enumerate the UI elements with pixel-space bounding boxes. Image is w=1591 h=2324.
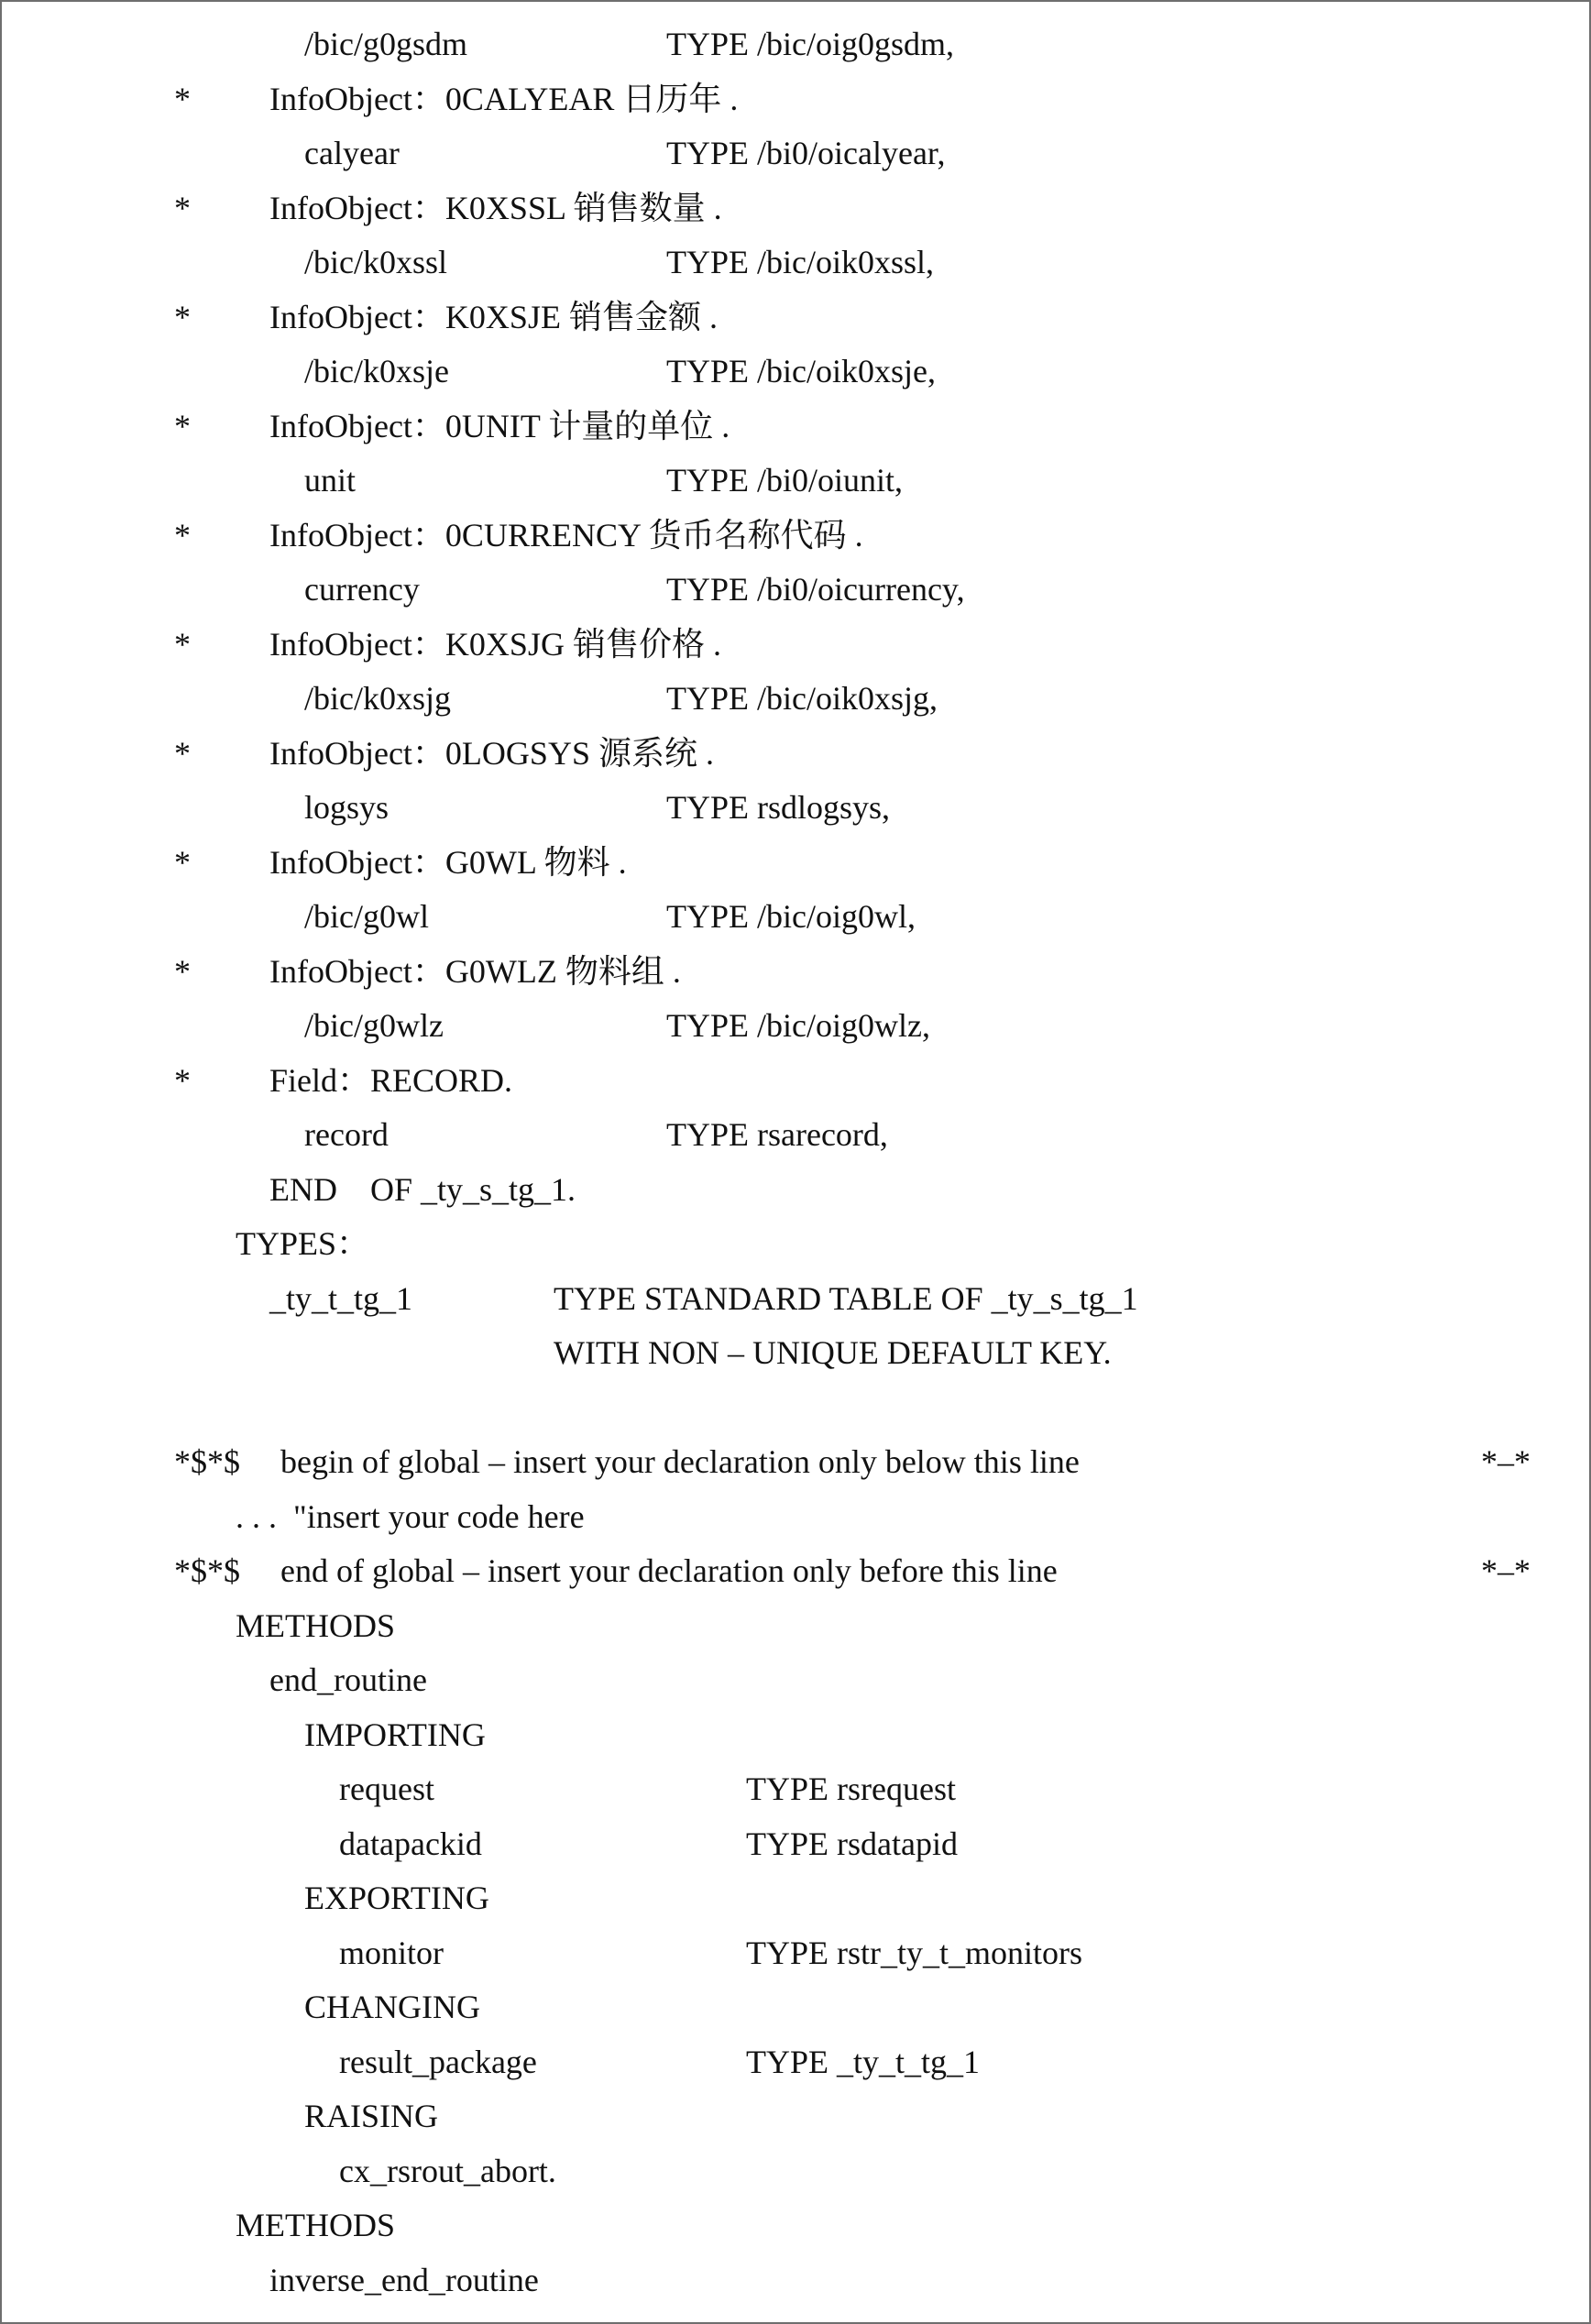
comment-marker: * [174, 298, 191, 335]
code-text: record [304, 1116, 389, 1153]
code-text: InfoObject：0CALYEAR 日历年 . [269, 80, 739, 117]
code-text: cx_rsrout_abort. [339, 2152, 556, 2189]
code-line [2, 1279, 1591, 1322]
type-declaration: TYPE rsdatapid [746, 1825, 958, 1862]
comment-marker: * [174, 952, 191, 990]
code-line [2, 1827, 1591, 1868]
code-line [2, 407, 1591, 450]
code-text: end_routine [269, 1661, 427, 1698]
comment-marker: * [174, 189, 191, 226]
comment-marker: * [174, 843, 191, 881]
type-declaration: TYPE rsdlogsys, [666, 789, 891, 826]
code-text: /bic/g0wl [304, 898, 429, 935]
code-text: result_package [339, 2043, 537, 2080]
type-declaration: TYPE /bic/oik0xsjg, [666, 680, 938, 717]
code-line [2, 516, 1591, 559]
type-declaration: TYPE /bic/oig0wl, [666, 898, 916, 935]
code-text: TYPES： [236, 1225, 370, 1262]
code-line [2, 952, 1591, 995]
global-marker: *$*$ [174, 1443, 240, 1480]
code-line [2, 734, 1591, 777]
type-declaration: TYPE /bi0/oicalyear, [666, 135, 946, 171]
code-text: InfoObject：0UNIT 计量的单位 . [269, 407, 730, 444]
code-line [2, 464, 1591, 504]
code-text: InfoObject：0CURRENCY 货币名称代码 . [269, 516, 863, 554]
comment-marker: * [174, 80, 191, 117]
code-line [2, 1170, 1591, 1213]
code-line [2, 1554, 1591, 1595]
code-line [2, 1772, 1591, 1813]
code-text: unit [304, 462, 357, 499]
code-text: currency [304, 571, 420, 608]
code-text: /bic/k0xsjg [304, 680, 451, 717]
code-line [2, 82, 1591, 123]
code-line [2, 2154, 1591, 2195]
code-line [2, 1497, 1591, 1540]
code-text: /bic/k0xsje [304, 353, 449, 389]
code-line [2, 2045, 1591, 2086]
code-text: END OF _ty_s_tg_1. [269, 1170, 576, 1208]
code-text: inverse_end_routine [269, 2261, 539, 2298]
code-line [2, 1990, 1591, 2031]
code-text: begin of global – insert your declaration only below this line [280, 1443, 1080, 1480]
code-text: InfoObject：K0XSJE 销售金额 . [269, 298, 718, 335]
code-line [2, 1936, 1591, 1977]
code-line [2, 625, 1591, 668]
code-line [2, 791, 1591, 831]
code-text: request [339, 1770, 434, 1807]
code-line [2, 1391, 1591, 1431]
code-text: /bic/g0gsdm [304, 26, 467, 62]
code-text: . . . "insert your code here [236, 1497, 585, 1535]
code-line [2, 137, 1591, 177]
code-text: CHANGING [304, 1989, 480, 2025]
global-end-marker: *–* [1481, 1552, 1531, 1589]
code-text: _ty_t_tg_1 [269, 1279, 413, 1317]
code-line [2, 1718, 1591, 1759]
code-line [2, 843, 1591, 886]
comment-marker: * [174, 625, 191, 663]
code-line [2, 2099, 1591, 2140]
code-line [2, 298, 1591, 341]
type-declaration: TYPE _ty_t_tg_1 [746, 2043, 981, 2080]
type-declaration: TYPE /bic/oig0wlz, [666, 1007, 930, 1044]
type-declaration: TYPE /bi0/oiunit, [666, 462, 904, 499]
code-line [2, 246, 1591, 286]
code-text: METHODS [236, 2207, 396, 2243]
code-line [2, 1336, 1591, 1376]
code-text: /bic/g0wlz [304, 1007, 444, 1044]
type-declaration: TYPE /bi0/oicurrency, [666, 571, 965, 608]
code-line [2, 189, 1591, 232]
code-text: logsys [304, 789, 390, 826]
type-declaration: TYPE rsrequest [746, 1770, 956, 1807]
code-text: InfoObject：G0WLZ 物料组 . [269, 952, 681, 990]
type-declaration: WITH NON – UNIQUE DEFAULT KEY. [554, 1334, 1112, 1371]
code-text: datapackid [339, 1825, 482, 1862]
code-text: Field：RECORD. [269, 1061, 513, 1099]
code-text: InfoObject：0LOGSYS 源系统 . [269, 734, 714, 772]
code-text: end of global – insert your declaration only before this line [280, 1552, 1058, 1589]
code-text: InfoObject：K0XSSL 销售数量 . [269, 189, 722, 226]
comment-marker: * [174, 734, 191, 772]
code-text: InfoObject：G0WL 物料 . [269, 843, 627, 881]
code-line [2, 1606, 1591, 1650]
global-end-marker: *–* [1481, 1443, 1531, 1480]
code-text: calyear [304, 135, 400, 171]
code-line [2, 1009, 1591, 1049]
code-line [2, 27, 1591, 68]
code-line [2, 1227, 1591, 1267]
code-text: IMPORTING [304, 1716, 486, 1753]
code-text: EXPORTING [304, 1880, 489, 1916]
type-declaration: TYPE /bic/oik0xsje, [666, 353, 936, 389]
comment-marker: * [174, 516, 191, 554]
type-declaration: TYPE rstr_ty_t_monitors [746, 1934, 1082, 1971]
type-declaration: TYPE rsarecord, [666, 1116, 888, 1153]
type-declaration: TYPE /bic/oik0xssl, [666, 244, 935, 280]
comment-marker: * [174, 1061, 191, 1099]
type-declaration: TYPE /bic/oig0gsdm, [666, 26, 954, 62]
code-text: RAISING [304, 2098, 439, 2134]
code-line [2, 573, 1591, 613]
code-line [2, 1663, 1591, 1704]
global-marker: *$*$ [174, 1552, 240, 1589]
code-text: monitor [339, 1934, 444, 1971]
code-line [2, 355, 1591, 395]
code-line [2, 1445, 1591, 1485]
code-line [2, 1061, 1591, 1104]
code-line [2, 1118, 1591, 1158]
type-declaration: TYPE STANDARD TABLE OF _ty_s_tg_1 [554, 1279, 1138, 1317]
code-line [2, 1881, 1591, 1922]
code-line [2, 2261, 1591, 2304]
code-text: /bic/k0xssl [304, 244, 448, 280]
code-text: METHODS [236, 1606, 396, 1644]
code-text: InfoObject：K0XSJG 销售价格 . [269, 625, 721, 663]
comment-marker: * [174, 407, 191, 444]
code-line [2, 2209, 1591, 2249]
code-line [2, 682, 1591, 722]
code-line [2, 900, 1591, 940]
